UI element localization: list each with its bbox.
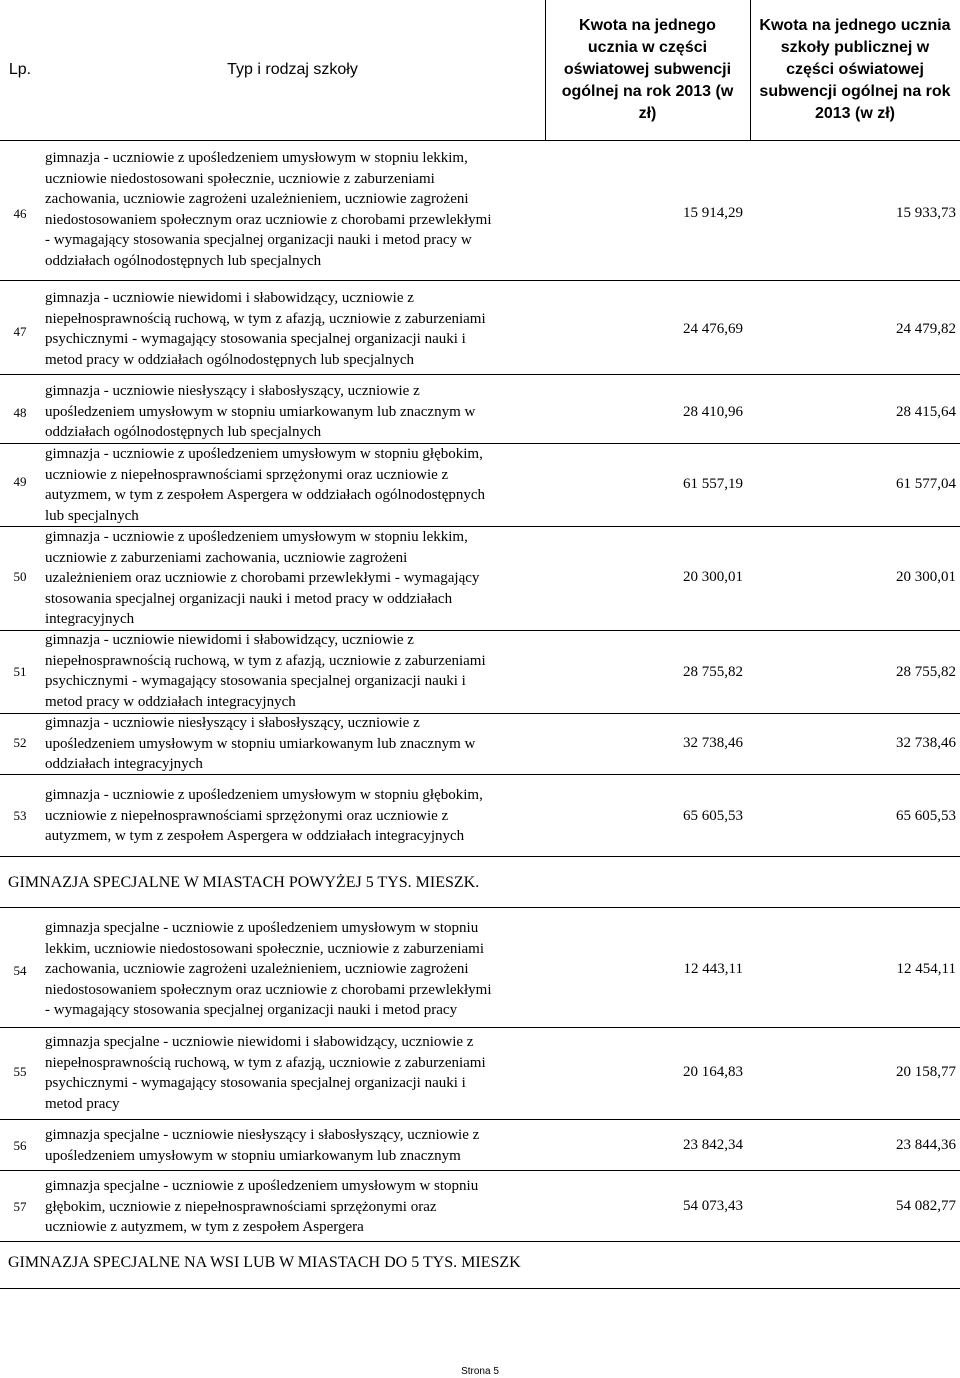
row-description: gimnazja specjalne - uczniowie z upośledzeniem umysłowym w stopniu lekkim, uczniowie niedostosowani społecznie, uczniowie z zaburzeniami zachowania, uczniowie zagrożeni uzależnieniem, uczniowie zagrożeni niedostosowaniem społecznym oraz uczniowie z chorobami przewlekłymi - wymagający stosowania specjalnej organizacji nauki i metod pracy [45, 920, 492, 1018]
row-description: gimnazja - uczniowie niesłyszący i słabosłyszący, uczniowie z upośledzeniem umysłowym w stopniu umiarkowanym lub znacznym w oddziałach ogólnodostępnych lub specjalnych [45, 383, 476, 440]
row-amount: 24 476,69 [683, 321, 743, 337]
row-amount: 54 073,43 [683, 1198, 743, 1214]
row-amount-public: 12 454,11 [896, 961, 956, 977]
row-number: 47 [13, 324, 27, 339]
row-amount-public: 61 577,04 [896, 476, 956, 492]
row-separator [0, 856, 960, 857]
row-amount: 32 738,46 [683, 735, 743, 751]
row-amount-public: 28 755,82 [896, 664, 956, 680]
row-amount: 61 557,19 [683, 476, 743, 492]
row-separator [0, 1027, 960, 1028]
row-amount: 15 914,29 [683, 205, 743, 221]
row-description: gimnazja specjalne - uczniowie z upośledzeniem umysłowym w stopniu głębokim, uczniowie z niepełnosprawnościami sprzężonymi oraz uczniowie z autyzmem, w tym z zespołem Aspergera [45, 1178, 479, 1235]
header-amount-per-student: Kwota na jednego ucznia w części oświatowej subwencji ogólnej na rok 2013 (w zł) [561, 17, 734, 122]
row-amount-public: 20 158,77 [896, 1064, 956, 1080]
row-description: gimnazja specjalne - uczniowie niesłyszący i słabosłyszący, uczniowie z upośledzeniem umysłowym w stopniu umiarkowanym lub znacznym [45, 1127, 480, 1164]
header-divider [545, 0, 546, 140]
row-description: gimnazja - uczniowie niesłyszący i słabosłyszący, uczniowie z upośledzeniem umysłowym w stopniu umiarkowanym lub znacznym w oddziałach integracyjnych [45, 715, 476, 772]
header-lp: Lp. [8, 61, 32, 78]
row-separator [0, 374, 960, 375]
row-separator [0, 1119, 960, 1120]
row-amount-public: 54 082,77 [896, 1198, 956, 1214]
row-number: 57 [13, 1199, 27, 1214]
row-amount: 20 300,01 [683, 569, 743, 585]
row-amount: 28 410,96 [683, 404, 743, 420]
row-separator [0, 280, 960, 281]
row-separator [0, 1241, 960, 1242]
table-header [0, 0, 960, 141]
row-description: gimnazja - uczniowie z upośledzeniem umysłowym w stopniu lekkim, uczniowie niedostosowani społecznie, uczniowie z zaburzeniami zachowania, uczniowie zagrożeni uzależnieniem, uczniowie zagrożeni niedostosowaniem społecznym oraz uczniowie z chorobami przewlekłymi - wymagający stosowania specjalnej organizacji nauki i metod pracy w oddziałach ogólnodostępnych lub specjalnych [45, 150, 492, 269]
row-separator [0, 907, 960, 908]
row-amount-public: 20 300,01 [896, 569, 956, 585]
page-number: Strona 5 [461, 1366, 499, 1377]
row-description: gimnazja - uczniowie niewidomi i słabowidzący, uczniowie z niepełnosprawnością ruchową, w tym z afazją, uczniowie z zaburzeniami psychicznymi - wymagający stosowania specjalnej organizacji nauki i metod pracy w oddziałach ogólnodostępnych lub specjalnych [45, 290, 486, 368]
row-number: 54 [13, 963, 27, 978]
row-amount-public: 65 605,53 [896, 808, 956, 824]
header-divider [750, 0, 751, 140]
row-description: gimnazja specjalne - uczniowie niewidomi i słabowidzący, uczniowie z niepełnosprawnością ruchową, w tym z afazją, uczniowie z zaburzeniami psychicznymi - wymagający stosowania specjalnej organizacji nauki i metod pracy [45, 1034, 486, 1112]
row-number: 51 [13, 664, 27, 679]
header-school-type: Typ i rodzaj szkoły [227, 61, 358, 78]
row-amount-public: 32 738,46 [896, 735, 956, 751]
section-heading: GIMNAZJA SPECJALNE W MIASTACH POWYŻEJ 5 TYS. MIESZK. [8, 874, 480, 891]
row-amount: 23 842,34 [683, 1137, 743, 1153]
row-amount: 12 443,11 [683, 961, 743, 977]
row-number: 46 [13, 206, 27, 221]
row-description: gimnazja - uczniowie z upośledzeniem umysłowym w stopniu lekkim, uczniowie z zaburzeniami zachowania, uczniowie zagrożeni uzależnieniem oraz uczniowie z chorobami przewlekłymi - wymagający stosowania specjalnej organizacji nauki i metod pracy w oddziałach integracyjnych [45, 529, 480, 627]
row-number: 53 [13, 808, 27, 823]
row-amount: 28 755,82 [683, 664, 743, 680]
row-number: 50 [13, 569, 27, 584]
row-separator [0, 774, 960, 775]
row-amount-public: 15 933,73 [896, 205, 956, 221]
row-number: 56 [13, 1138, 27, 1153]
row-description: gimnazja - uczniowie z upośledzeniem umysłowym w stopniu głębokim, uczniowie z niepełnosprawnościami sprzężonymi oraz uczniowie z autyzmem, w tym z zespołem Aspergera w oddziałach integracyjnych [45, 787, 483, 844]
row-description: gimnazja - uczniowie niewidomi i słabowidzący, uczniowie z niepełnosprawnością ruchową, w tym z afazją, uczniowie z zaburzeniami psychicznymi - wymagający stosowania specjalnej organizacji nauki i metod pracy w oddziałach integracyjnych [45, 632, 486, 710]
row-description: gimnazja - uczniowie z upośledzeniem umysłowym w stopniu głębokim, uczniowie z niepełnosprawnościami sprzężonymi oraz uczniowie z autyzmem, w tym z zespołem Aspergera w oddziałach ogólnodostępnych lub specjalnych [45, 446, 486, 524]
row-amount-public: 23 844,36 [896, 1137, 956, 1153]
row-amount-public: 28 415,64 [896, 404, 956, 420]
row-number: 55 [13, 1064, 27, 1079]
row-amount-public: 24 479,82 [896, 321, 956, 337]
row-separator [0, 1170, 960, 1171]
row-amount: 65 605,53 [683, 808, 743, 824]
row-number: 49 [13, 474, 27, 489]
row-number: 52 [13, 735, 27, 750]
section-heading: GIMNAZJA SPECJALNE NA WSI LUB W MIASTACH DO 5 TYS. MIESZK [8, 1254, 521, 1271]
row-separator [0, 1288, 960, 1289]
row-amount: 20 164,83 [683, 1064, 743, 1080]
header-amount-per-public-student: Kwota na jednego ucznia szkoły publicznej w części oświatowej subwencji ogólnej na rok 2013 (w zł) [759, 17, 951, 122]
row-number: 48 [13, 405, 27, 420]
